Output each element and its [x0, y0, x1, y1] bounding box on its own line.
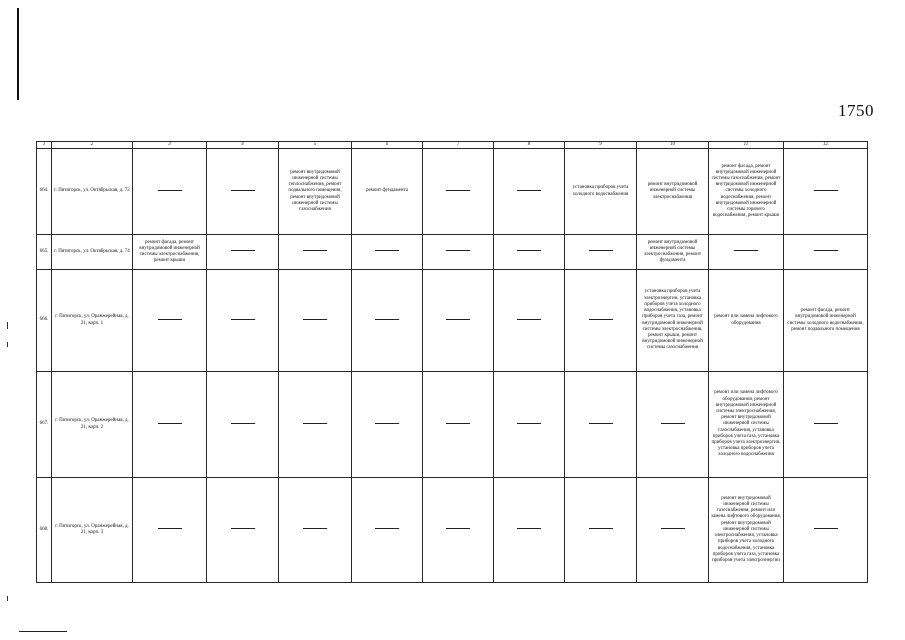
- dash-mark: [589, 528, 613, 529]
- work-cell: ремонт внутридомовой инженерной системы электроснабжения: [637, 149, 709, 235]
- work-cell: ремонт фасада, ремонт внутридомовой инженерной системы холодного водоснабжения, ремонт подвального помещения: [784, 270, 868, 372]
- dash-mark: [446, 528, 470, 529]
- row-number: 665.: [37, 235, 52, 270]
- row-number: 666.: [37, 270, 52, 372]
- row-number: 664.: [37, 149, 52, 235]
- empty-cell: [352, 235, 423, 270]
- column-number: 1: [37, 142, 52, 149]
- margin-tick: [7, 342, 8, 347]
- dash-mark: [446, 423, 470, 424]
- column-number: 12: [784, 142, 868, 149]
- empty-cell: [207, 235, 279, 270]
- dash-mark: [517, 319, 541, 320]
- column-number: 2: [52, 142, 133, 149]
- column-number: 10: [637, 142, 709, 149]
- dash-mark: [517, 423, 541, 424]
- work-cell: ремонт внутридомовой инженерной системы теплоснабжения, ремонт подвального помещения, ремонт внутридомовой инженерной системы газоснабжения: [279, 149, 352, 235]
- dash-mark: [158, 190, 182, 191]
- empty-cell: [352, 478, 423, 583]
- empty-cell: [709, 235, 784, 270]
- empty-cell: [279, 372, 352, 478]
- column-number: 6: [352, 142, 423, 149]
- dash-mark: [517, 190, 541, 191]
- empty-cell: [565, 270, 637, 372]
- margin-tick: [7, 322, 8, 329]
- column-number: 8: [494, 142, 565, 149]
- column-number: 3: [133, 142, 207, 149]
- work-cell: ремонт внутридомовой инженерной системы электроснабжения, ремонт фундамента: [637, 235, 709, 270]
- dash-mark: [303, 250, 327, 251]
- empty-cell: [784, 235, 868, 270]
- empty-cell: [133, 149, 207, 235]
- column-number: 4: [207, 142, 279, 149]
- dash-mark: [517, 528, 541, 529]
- column-number: 9: [565, 142, 637, 149]
- dash-mark: [231, 423, 255, 424]
- empty-cell: [494, 372, 565, 478]
- empty-cell: [565, 235, 637, 270]
- empty-cell: [207, 149, 279, 235]
- table-row: [37, 235, 868, 270]
- dash-mark: [303, 319, 327, 320]
- address-cell: г. Пятигорск, ул. Октябрьская, д. 72: [52, 149, 133, 235]
- empty-cell: [784, 149, 868, 235]
- empty-cell: [494, 478, 565, 583]
- address-cell: г. Пятигорск, ул. Оранжерейная, д. 21, корп. 1: [52, 270, 133, 372]
- dash-mark: [375, 528, 399, 529]
- column-number: 7: [423, 142, 494, 149]
- work-cell: ремонт или замена лифтового оборудования: [709, 270, 784, 372]
- register-table: [36, 141, 868, 583]
- page-number: 1750: [838, 101, 874, 120]
- empty-cell: [423, 149, 494, 235]
- work-cell: установка приборов учета холодного водоснабжения: [565, 149, 637, 235]
- empty-cell: [784, 478, 868, 583]
- address-cell: г. Пятигорск, ул. Октябрьская, д. 74: [52, 235, 133, 270]
- address-cell: г. Пятигорск, ул. Оранжерейная, д. 21, корп. 2: [52, 372, 133, 478]
- dash-mark: [231, 190, 255, 191]
- dash-mark: [375, 250, 399, 251]
- empty-cell: [423, 372, 494, 478]
- empty-cell: [133, 270, 207, 372]
- address-cell: г. Пятигорск, ул. Оранжерейная, д. 21, корп. 3: [52, 478, 133, 583]
- empty-cell: [133, 478, 207, 583]
- empty-cell: [279, 478, 352, 583]
- work-cell: ремонт фасада, ремонт внутридомовой инженерной системы газоснабжения, ремонт внутридомовой инженерной системы холодного водоснабжения, ремонт внутридомовой инженерной системы горячего водоснабжения, ремонт крыши: [709, 149, 784, 235]
- empty-cell: [207, 270, 279, 372]
- dash-mark: [734, 250, 758, 251]
- dash-mark: [303, 528, 327, 529]
- column-number: 5: [279, 142, 352, 149]
- dash-mark: [589, 319, 613, 320]
- dash-mark: [661, 423, 685, 424]
- dash-mark: [814, 423, 838, 424]
- footnote-rule: [19, 631, 67, 632]
- dash-mark: [814, 190, 838, 191]
- empty-cell: [423, 235, 494, 270]
- dash-mark: [446, 250, 470, 251]
- empty-cell: [423, 270, 494, 372]
- dash-mark: [158, 423, 182, 424]
- dash-mark: [231, 528, 255, 529]
- work-cell: ремонт внутридомовой инженерной системы газоснабжения, ремонт или замена лифтового оборудования, ремонт внутридомовой инженерной системы электроснабжения, установка приборов учета холодного водоснабжения, установка приборов учета газа, установка приборов учета электроэнергии: [709, 478, 784, 583]
- empty-cell: [207, 372, 279, 478]
- dash-mark: [517, 250, 541, 251]
- empty-cell: [133, 372, 207, 478]
- dash-mark: [303, 423, 327, 424]
- column-number-row: [37, 142, 868, 149]
- dash-mark: [814, 250, 838, 251]
- empty-cell: [494, 270, 565, 372]
- row-number: 668.: [37, 478, 52, 583]
- empty-cell: [279, 270, 352, 372]
- work-cell: ремонт или замена лифтового оборудования, ремонт внутридомовой инженерной системы электроснабжения, ремонт внутридомовой инженерной системы газоснабжения, установка приборов учета газа, установка приборов учета электроэнергии, установка приборов учета холодного водоснабжения: [709, 372, 784, 478]
- dash-mark: [158, 319, 182, 320]
- dash-mark: [446, 319, 470, 320]
- column-number: 11: [709, 142, 784, 149]
- dash-mark: [589, 250, 613, 251]
- dash-mark: [375, 423, 399, 424]
- empty-cell: [352, 270, 423, 372]
- empty-cell: [494, 149, 565, 235]
- work-cell: ремонт фасада, ремонт внутридомовой инженерной системы электроснабжения, ремонт крыши: [133, 235, 207, 270]
- table-row: [37, 270, 868, 372]
- table-row: [37, 149, 868, 235]
- dash-mark: [661, 528, 685, 529]
- empty-cell: [279, 235, 352, 270]
- dash-mark: [589, 423, 613, 424]
- empty-cell: [207, 478, 279, 583]
- dash-mark: [446, 190, 470, 191]
- margin-rule: [17, 8, 19, 100]
- empty-cell: [784, 372, 868, 478]
- empty-cell: [423, 478, 494, 583]
- table-row: [37, 372, 868, 478]
- empty-cell: [494, 235, 565, 270]
- empty-cell: [637, 478, 709, 583]
- empty-cell: [637, 372, 709, 478]
- work-cell: ремонт фундамента: [352, 149, 423, 235]
- dash-mark: [231, 319, 255, 320]
- dash-mark: [375, 319, 399, 320]
- empty-cell: [565, 478, 637, 583]
- dash-mark: [231, 250, 255, 251]
- dash-mark: [814, 528, 838, 529]
- dash-mark: [158, 528, 182, 529]
- work-cell: установка приборов учета электроэнергии, установка приборов учета холодного водоснабжения, установка приборов учета газа, ремонт внутридомовой инженерной системы электроснабжения, ремонт крыши, ремонт внутридомовой инженерной системы газоснабжения: [637, 270, 709, 372]
- margin-tick: [7, 596, 8, 601]
- row-number: 667.: [37, 372, 52, 478]
- table-row: [37, 478, 868, 583]
- empty-cell: [352, 372, 423, 478]
- empty-cell: [565, 372, 637, 478]
